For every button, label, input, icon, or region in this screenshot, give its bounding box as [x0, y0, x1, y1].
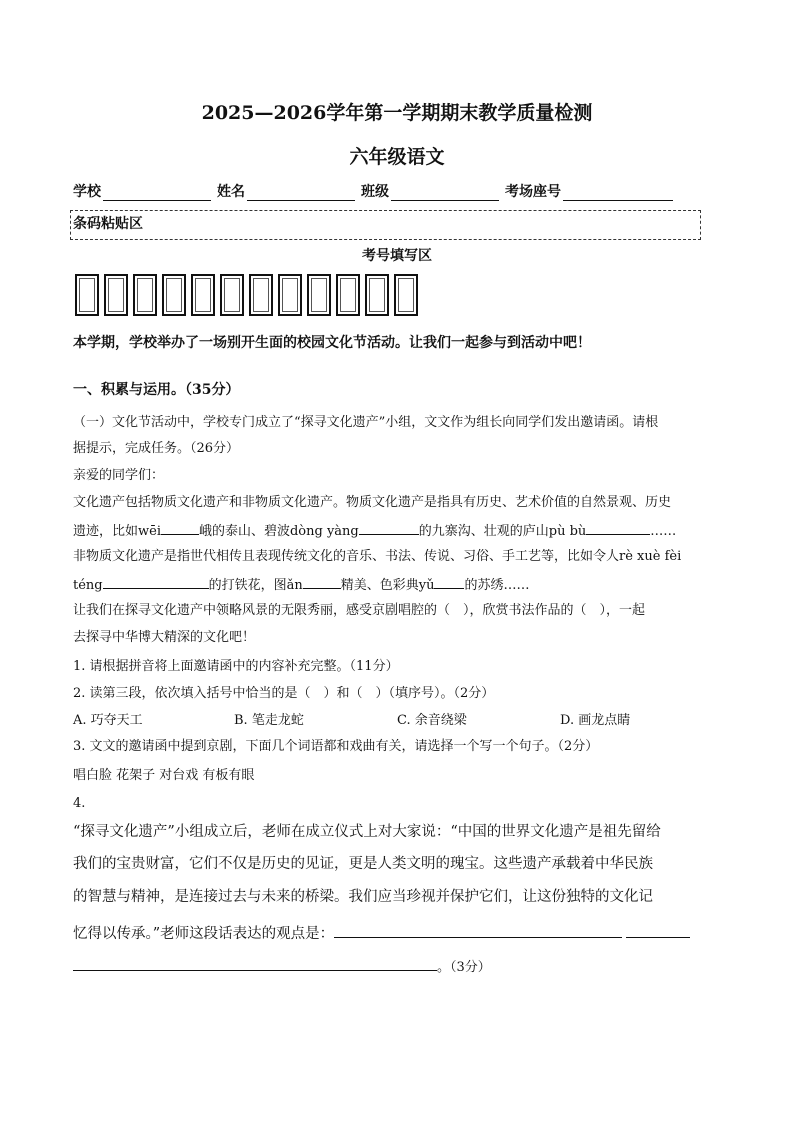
question-4-line3: 的智慧与精神，是连接过去与未来的桥梁。我们应当珍视并保护它们，让这份独特的文化记	[73, 889, 653, 905]
letter-paragraph-4	[73, 575, 529, 594]
question-3-words: 唱白脸 花架子 对台戏 有板有眼	[73, 768, 255, 783]
answer-line-1[interactable]	[334, 922, 622, 938]
question-4-line5	[73, 955, 491, 976]
question-4-line1: “探寻文化遗产”小组成立后，老师在成立仪式上对大家说：“中国的世界文化遗产是祖先留给	[73, 824, 661, 840]
blank-wei[interactable]	[161, 521, 199, 535]
part1-instruction-line2: 据提示，完成任务。（26分）	[73, 441, 240, 456]
class-label: 班级	[361, 184, 389, 200]
option-d[interactable]: D. 画龙点睛	[560, 713, 631, 728]
exam-number-box[interactable]	[220, 274, 244, 316]
seat-label: 考场座号	[505, 184, 561, 200]
question-2: 2. 读第三段，依次填入括号中恰当的是（ ）和（ ）（填序号）。（2分）	[73, 686, 495, 701]
exam-number-box[interactable]	[162, 274, 186, 316]
blank-yu[interactable]	[434, 575, 464, 589]
exam-number-box[interactable]	[133, 274, 157, 316]
blank-pubu[interactable]	[586, 521, 650, 535]
letter-paragraph-1: 文化遗产包括物质文化遗产和非物质文化遗产。物质文化遗产是指具有历史、艺术价值的自然景观、历史	[73, 495, 672, 510]
exam-number-box[interactable]	[394, 274, 418, 316]
name-label: 姓名	[217, 184, 245, 200]
exam-number-box[interactable]	[191, 274, 215, 316]
name-field[interactable]	[247, 184, 355, 201]
answer-line-2[interactable]	[73, 955, 437, 971]
text-segment: 的打铁花，图ǎn	[208, 578, 303, 593]
question-4-line2: 我们的宝贵财富，它们不仅是历史的见证，更是人类文明的瑰宝。这些遗产承载着中华民族	[73, 856, 653, 872]
intro-text: 本学期，学校举办了一场别开生面的校园文化节活动。让我们一起参与到活动中吧！	[73, 335, 591, 351]
question-4-number: 4.	[73, 796, 86, 811]
exam-number-label: 考号填写区	[362, 248, 432, 264]
section-heading: 一、积累与运用。（35分）	[73, 382, 240, 398]
text-segment: 忆得以传承。”老师这段话表达的观点是：	[73, 926, 335, 942]
text-segment: 精美、色彩典yǔ	[340, 578, 435, 593]
barcode-label: 条码粘贴区	[73, 216, 143, 232]
text-segment: 遗迹，比如wēi	[73, 524, 161, 539]
exam-subtitle: 六年级语文	[349, 146, 445, 168]
class-field[interactable]	[391, 184, 499, 201]
exam-number-boxes	[75, 274, 418, 316]
exam-title: 2025—2026学年第一学期期末教学质量检测	[201, 102, 593, 124]
barcode-area	[70, 210, 701, 240]
text-segment: 峨的泰山、碧波dòng yàng	[198, 524, 359, 539]
school-label: 学校	[73, 184, 101, 200]
question-4-line4	[73, 922, 690, 943]
text-segment: 的九寨沟、壮观的庐山pù bù	[418, 524, 587, 539]
option-a[interactable]: A. 巧夺天工	[73, 713, 143, 728]
letter-paragraph-2	[73, 521, 676, 540]
blank-dongyang[interactable]	[359, 521, 419, 535]
letter-paragraph-6: 去探寻中华博大精深的文化吧！	[73, 630, 256, 645]
part1-instruction-line1: （一）文化节活动中，学校专门成立了“探寻文化遗产”小组，文文作为组长向同学们发出邀请函。请根	[73, 415, 659, 430]
letter-paragraph-3: 非物质文化遗产是指世代相传且表现传统文化的音乐、书法、传说、习俗、手工艺等，比如令人rè xuè fèi	[73, 549, 682, 564]
letter-greeting: 亲爱的同学们：	[73, 468, 165, 483]
text-segment: ……	[650, 524, 677, 539]
exam-number-box[interactable]	[75, 274, 99, 316]
exam-number-box[interactable]	[336, 274, 360, 316]
answer-line-1b[interactable]	[626, 922, 690, 938]
letter-paragraph-5: 让我们在探寻文化遗产中领略风景的无限秀丽，感受京剧唱腔的（ ），欣赏书法作品的（ ），一起	[73, 603, 646, 618]
exam-number-box[interactable]	[249, 274, 273, 316]
question-1: 1. 请根据拼音将上面邀请函中的内容补充完整。（11分）	[73, 659, 399, 674]
text-segment: téng	[73, 578, 103, 593]
exam-number-box[interactable]	[365, 274, 389, 316]
blank-an[interactable]	[303, 575, 341, 589]
exam-number-box[interactable]	[307, 274, 331, 316]
blank-rexuefeiteng[interactable]	[103, 575, 209, 589]
text-segment: 。（3分）	[437, 960, 491, 975]
student-info-row	[73, 181, 673, 201]
seat-field[interactable]	[563, 184, 673, 201]
exam-number-box[interactable]	[278, 274, 302, 316]
option-c[interactable]: C. 余音绕梁	[397, 713, 467, 728]
text-segment: 的苏绣……	[464, 578, 530, 593]
exam-number-box[interactable]	[104, 274, 128, 316]
school-field[interactable]	[103, 184, 211, 201]
option-b[interactable]: B. 笔走龙蛇	[234, 713, 304, 728]
question-3: 3. 文文的邀请函中提到京剧，下面几个词语都和戏曲有关，请选择一个写一个句子。（2分）	[73, 739, 599, 754]
